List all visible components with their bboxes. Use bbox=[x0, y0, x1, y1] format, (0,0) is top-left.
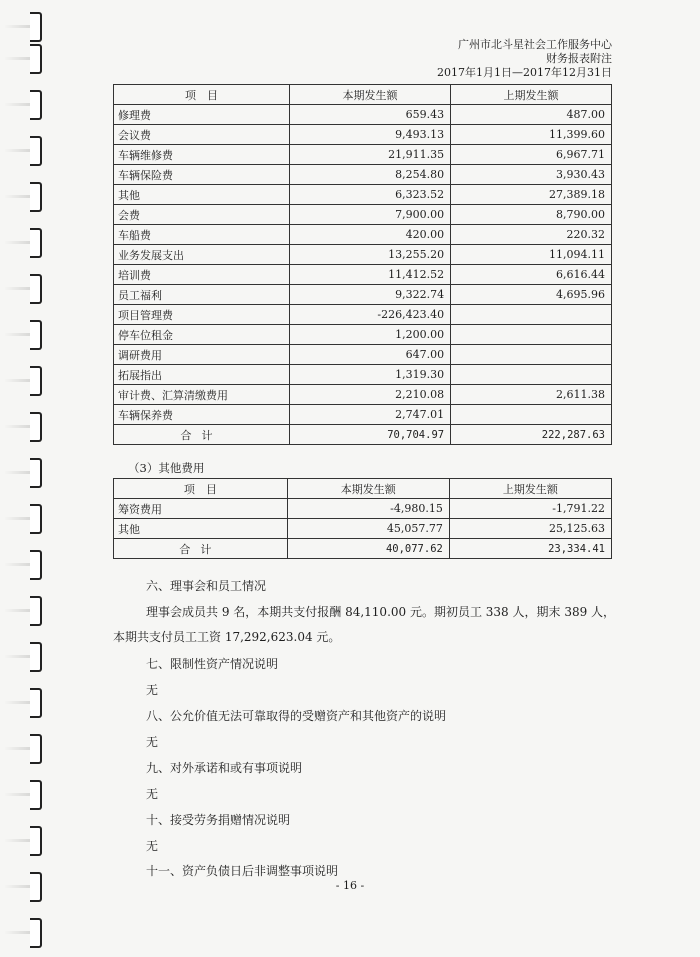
row-current: 6,323.52 bbox=[289, 185, 450, 205]
row-previous: 11,094.11 bbox=[451, 245, 612, 265]
col-header-previous: 上期发生额 bbox=[451, 85, 612, 105]
col-header-current: 本期发生额 bbox=[289, 85, 450, 105]
table-row bbox=[114, 385, 612, 405]
row-current: 647.00 bbox=[289, 345, 450, 365]
row-current: 13,255.20 bbox=[289, 245, 450, 265]
row-item: 停车位租金 bbox=[114, 325, 290, 345]
row-item: 业务发展支出 bbox=[114, 245, 290, 265]
table-row bbox=[114, 105, 612, 125]
table-row bbox=[114, 305, 612, 325]
section-10-body: 无 bbox=[146, 839, 159, 853]
row-previous: 6,967.71 bbox=[451, 145, 612, 165]
row-current: 9,493.13 bbox=[289, 125, 450, 145]
table-row bbox=[114, 345, 612, 365]
section-11-title: 十一、资产负债日后非调整事项说明 bbox=[146, 864, 339, 878]
section-8-body: 无 bbox=[146, 735, 159, 749]
section-9-body: 无 bbox=[146, 787, 159, 801]
row-previous: -1,791.22 bbox=[449, 499, 611, 519]
section-6-title: 六、理事会和员工情况 bbox=[146, 579, 267, 593]
row-previous bbox=[451, 305, 612, 325]
row-current: 8,254.80 bbox=[289, 165, 450, 185]
row-current: 1,319.30 bbox=[289, 365, 450, 385]
section-9-title: 九、对外承诺和或有事项说明 bbox=[146, 761, 303, 775]
col-header-item: 项 目 bbox=[114, 85, 290, 105]
total-previous: 23,334.41 bbox=[449, 539, 611, 559]
table-row bbox=[114, 205, 612, 225]
row-current: 45,057.77 bbox=[287, 519, 449, 539]
row-current: 7,900.00 bbox=[289, 205, 450, 225]
table-row bbox=[114, 125, 612, 145]
table-header-row bbox=[114, 479, 612, 499]
section-6-paragraph-2: 本期共支付员工工资 17,292,623.04 元。 bbox=[113, 630, 341, 644]
row-previous: 487.00 bbox=[451, 105, 612, 125]
table-row bbox=[114, 145, 612, 165]
row-item: 会议费 bbox=[114, 125, 290, 145]
table-row bbox=[114, 325, 612, 345]
section-7-title: 七、限制性资产情况说明 bbox=[146, 657, 279, 671]
row-previous: 25,125.63 bbox=[449, 519, 611, 539]
row-previous: 2,611.38 bbox=[451, 385, 612, 405]
section-7-body: 无 bbox=[146, 683, 159, 697]
row-item: 培训费 bbox=[114, 265, 290, 285]
col-header-previous: 上期发生额 bbox=[449, 479, 611, 499]
row-current: 2,210.08 bbox=[289, 385, 450, 405]
total-label: 合计 bbox=[114, 539, 288, 559]
row-previous bbox=[451, 405, 612, 425]
section-8-title: 八、公允价值无法可靠取得的受赠资产和其他资产的说明 bbox=[146, 709, 447, 723]
row-item: 调研费用 bbox=[114, 345, 290, 365]
row-current: -226,423.40 bbox=[289, 305, 450, 325]
row-previous: 6,616.44 bbox=[451, 265, 612, 285]
row-item: 其他 bbox=[114, 519, 288, 539]
doc-type: 财务报表附注 bbox=[546, 52, 612, 65]
row-current: 2,747.01 bbox=[289, 405, 450, 425]
row-current: 659.43 bbox=[289, 105, 450, 125]
row-current: -4,980.15 bbox=[287, 499, 449, 519]
row-previous: 3,930.43 bbox=[451, 165, 612, 185]
binding-rings bbox=[0, 0, 48, 957]
row-item: 筹资费用 bbox=[114, 499, 288, 519]
row-item: 员工福利 bbox=[114, 285, 290, 305]
table-row bbox=[114, 165, 612, 185]
row-current: 1,200.00 bbox=[289, 325, 450, 345]
other-expenses-subtitle: （3）其他费用 bbox=[128, 461, 205, 475]
section-10-title: 十、接受劳务捐赠情况说明 bbox=[146, 813, 291, 827]
row-current: 9,322.74 bbox=[289, 285, 450, 305]
row-previous: 220.32 bbox=[451, 225, 612, 245]
total-current: 70,704.97 bbox=[289, 425, 450, 445]
table-row bbox=[114, 285, 612, 305]
row-previous: 8,790.00 bbox=[451, 205, 612, 225]
table-row bbox=[114, 225, 612, 245]
row-item: 车辆保险费 bbox=[114, 165, 290, 185]
table-header-row bbox=[114, 85, 612, 105]
table-row bbox=[114, 365, 612, 385]
row-item: 车船费 bbox=[114, 225, 290, 245]
row-previous: 11,399.60 bbox=[451, 125, 612, 145]
page-header bbox=[437, 38, 612, 80]
col-header-current: 本期发生额 bbox=[287, 479, 449, 499]
row-previous: 27,389.18 bbox=[451, 185, 612, 205]
table-row bbox=[114, 405, 612, 425]
table-row bbox=[114, 499, 612, 519]
row-item: 车辆维修费 bbox=[114, 145, 290, 165]
table-row bbox=[114, 185, 612, 205]
total-previous: 222,287.63 bbox=[451, 425, 612, 445]
col-header-item: 项 目 bbox=[114, 479, 288, 499]
row-current: 21,911.35 bbox=[289, 145, 450, 165]
page-number: - 16 - bbox=[335, 879, 365, 892]
row-current: 420.00 bbox=[289, 225, 450, 245]
row-item: 车辆保养费 bbox=[114, 405, 290, 425]
table-row bbox=[114, 265, 612, 285]
row-previous bbox=[451, 365, 612, 385]
expense-table bbox=[113, 84, 612, 445]
row-item: 修理费 bbox=[114, 105, 290, 125]
table-row bbox=[114, 519, 612, 539]
table-row bbox=[114, 245, 612, 265]
row-item: 拓展指出 bbox=[114, 365, 290, 385]
section-6-paragraph-1: 理事会成员共 9 名，本期共支付报酬 84,110.00 元。期初员工 338 人，期末 389 人， bbox=[146, 605, 616, 619]
row-current: 11,412.52 bbox=[289, 265, 450, 285]
row-item: 其他 bbox=[114, 185, 290, 205]
other-expense-table bbox=[113, 478, 612, 559]
row-previous: 4,695.96 bbox=[451, 285, 612, 305]
report-period: 2017年1月1日—2017年12月31日 bbox=[437, 66, 612, 79]
row-item: 项目管理费 bbox=[114, 305, 290, 325]
total-label: 合计 bbox=[114, 425, 290, 445]
total-row bbox=[114, 539, 612, 559]
row-previous bbox=[451, 345, 612, 365]
row-item: 会费 bbox=[114, 205, 290, 225]
total-row bbox=[114, 425, 612, 445]
row-item: 审计费、汇算清缴费用 bbox=[114, 385, 290, 405]
total-current: 40,077.62 bbox=[287, 539, 449, 559]
row-previous bbox=[451, 325, 612, 345]
org-name: 广州市北斗星社会工作服务中心 bbox=[458, 38, 612, 51]
